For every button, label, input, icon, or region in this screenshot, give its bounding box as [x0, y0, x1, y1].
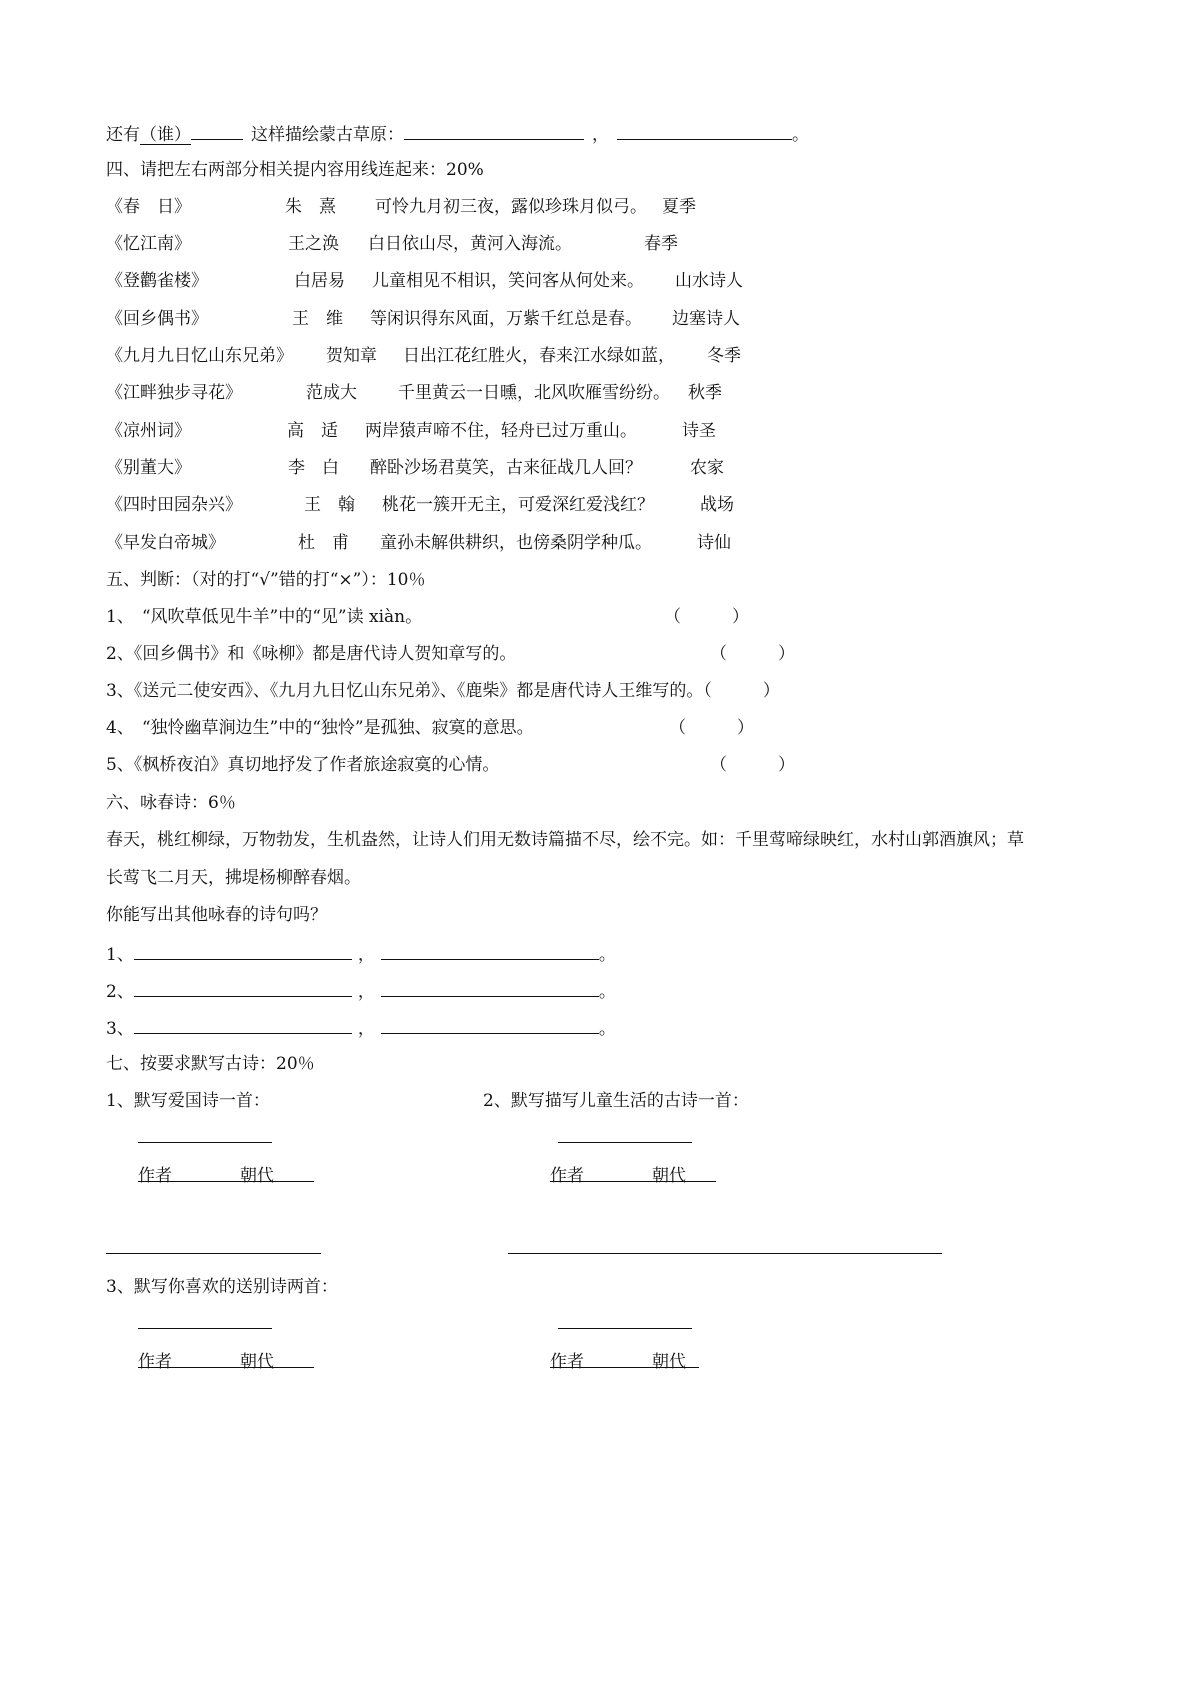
blank-period: 。 [598, 945, 616, 965]
intro-who: （谁） [140, 125, 191, 145]
match-poem[interactable]: 《登鹳雀楼》 [106, 271, 208, 291]
blank-period: 。 [598, 1019, 616, 1039]
q2-author-dynasty-blank[interactable] [550, 1181, 716, 1182]
judge-text: 《回乡偶书》和《咏柳》都是唐代诗人贺知章写的。 [133, 644, 517, 664]
match-author[interactable]: 王 翰 [304, 495, 355, 515]
match-term[interactable]: 农家 [690, 458, 724, 478]
match-line[interactable]: 桃花一簇开无主，可爱深红爱浅红？ [382, 495, 654, 515]
spring-blank-a[interactable] [134, 1015, 352, 1034]
section6-question: 你能写出其他咏春的诗句吗？ [106, 905, 327, 925]
match-line[interactable]: 儿童相见不相识，笑问客从何处来。 [372, 271, 644, 291]
judge-item-1 [106, 606, 422, 628]
intro-answer-blank-2[interactable] [617, 121, 792, 140]
match-author[interactable]: 王之涣 [288, 234, 339, 254]
judge-num: 4、 [106, 718, 134, 738]
intro-middle: 这样描绘蒙古草原： [251, 125, 404, 145]
match-row [106, 196, 191, 218]
match-author[interactable]: 朱 熹 [285, 197, 336, 217]
section7-q2: 2、默写描写儿童生活的古诗一首： [483, 1091, 749, 1111]
match-author[interactable]: 贺知章 [326, 346, 377, 366]
q2-poem-blank[interactable] [508, 1253, 942, 1254]
section6-para2: 长莺飞二月天，拂堤杨柳醉春烟。 [106, 868, 361, 888]
q3-author-dynasty-blank-1[interactable] [138, 1367, 314, 1368]
match-term[interactable]: 冬季 [707, 346, 741, 366]
judge-item-2 [106, 643, 516, 665]
q1-poem-blank[interactable] [106, 1253, 321, 1254]
match-line[interactable]: 千里黄云一日曛，北风吹雁雪纷纷。 [398, 383, 670, 403]
match-term[interactable]: 秋季 [688, 383, 722, 403]
match-term[interactable]: 夏季 [662, 197, 696, 217]
judge-text: “独怜幽草涧边生”中的“独怜”是孤独、寂寞的意思。 [141, 718, 534, 738]
q3-author-label-2: 作者 [550, 1352, 584, 1372]
judge-item-3 [106, 680, 780, 702]
q1-title-blank[interactable] [138, 1142, 272, 1143]
spring-blank-row-3 [106, 1015, 616, 1040]
blank-comma: ， [357, 1019, 375, 1039]
q2-dynasty-label: 朝代 [652, 1166, 686, 1186]
section7-q3: 3、默写你喜欢的送别诗两首： [106, 1277, 338, 1297]
q3-author-label-1: 作者 [138, 1352, 172, 1372]
match-term[interactable]: 诗圣 [682, 421, 716, 441]
q2-title-blank[interactable] [558, 1142, 692, 1143]
match-poem[interactable]: 《春 日》 [106, 197, 191, 217]
match-line[interactable]: 日出江花红胜火，春来江水绿如蓝， [403, 346, 675, 366]
intro-line [106, 121, 809, 146]
judge-paren-2[interactable]: （ ） [710, 644, 795, 664]
spring-blank-b[interactable] [381, 941, 599, 960]
section6-para1: 春天，桃红柳绿，万物勃发，生机盎然，让诗人们用无数诗篇描不尽，绘不完。如：千里莺啼绿映红，水村山郭酒旗风；草 [106, 830, 1024, 850]
match-poem[interactable]: 《忆江南》 [106, 234, 191, 254]
judge-paren-3[interactable]: （ ） [703, 681, 780, 701]
q3-dynasty-label-2: 朝代 [652, 1352, 686, 1372]
spring-blank-b[interactable] [381, 978, 599, 997]
judge-num: 1、 [106, 607, 134, 627]
match-line[interactable]: 两岸猿声啼不住，轻舟已过万重山。 [365, 421, 637, 441]
judge-text: 《送元二使安西》、《九月九日忆山东兄弟》、《鹿柴》都是唐代诗人王维写的。 [133, 681, 704, 701]
q1-dynasty-label: 朝代 [240, 1166, 274, 1186]
judge-text: 《枫桥夜泊》真切地抒发了作者旅途寂寞的心情。 [133, 755, 500, 775]
spring-blank-row-1 [106, 941, 616, 966]
match-line[interactable]: 童孙未解供耕织，也傍桑阴学种瓜。 [380, 533, 652, 553]
intro-prefix: 还有 [106, 125, 140, 145]
intro-period: 。 [792, 125, 809, 145]
q1-author-dynasty-blank[interactable] [138, 1181, 314, 1182]
q3-title-blank-1[interactable] [138, 1328, 272, 1329]
judge-item-5 [106, 754, 499, 776]
spring-blank-b[interactable] [381, 1015, 599, 1034]
match-poem[interactable]: 《早发白帝城》 [106, 533, 225, 553]
match-author[interactable]: 杜 甫 [298, 533, 349, 553]
match-author[interactable]: 白居易 [294, 271, 345, 291]
judge-paren-4[interactable]: （ ） [669, 718, 754, 738]
q2-author-label: 作者 [550, 1166, 584, 1186]
judge-paren-1[interactable]: （ ） [664, 607, 749, 627]
match-term[interactable]: 战场 [700, 495, 734, 515]
section4-title: 四、请把左右两部分相关提内容用线连起来：20% [106, 160, 484, 180]
q3-author-dynasty-blank-2[interactable] [550, 1367, 699, 1368]
judge-num: 5、 [106, 755, 134, 775]
spring-blank-a[interactable] [134, 941, 352, 960]
judge-paren-5[interactable]: （ ） [710, 755, 795, 775]
judge-item-4 [106, 717, 534, 739]
match-author[interactable]: 高 适 [287, 421, 338, 441]
section5-title: 五、判断：（对的打“√”错的打“×”）：10％ [106, 570, 426, 590]
judge-text: “风吹草低见牛羊”中的“见”读 xiàn。 [141, 607, 423, 627]
blank-num: 2、 [106, 982, 134, 1002]
section6-title: 六、咏春诗：6％ [106, 793, 236, 813]
match-line[interactable]: 可怜九月初三夜，露似珍珠月似弓。 [375, 197, 647, 217]
match-poem[interactable]: 《回乡偶书》 [106, 309, 208, 329]
blank-num: 1、 [106, 945, 134, 965]
q1-author-label: 作者 [138, 1166, 172, 1186]
q3-dynasty-label-1: 朝代 [240, 1352, 274, 1372]
match-poem[interactable]: 《别董大》 [106, 458, 191, 478]
match-term[interactable]: 春季 [644, 234, 678, 254]
match-poem[interactable]: 《江畔独步寻花》 [106, 383, 242, 403]
match-line[interactable]: 醉卧沙场君莫笑，古来征战几人回？ [370, 458, 642, 478]
section7-q1: 1、默写爱国诗一首： [106, 1091, 270, 1111]
intro-comma: ， [592, 125, 609, 145]
match-term[interactable]: 山水诗人 [675, 271, 743, 291]
judge-num: 3、 [106, 681, 134, 701]
match-poem[interactable]: 《凉州词》 [106, 421, 191, 441]
match-term[interactable]: 边塞诗人 [672, 309, 740, 329]
match-poem[interactable]: 《四时田园杂兴》 [106, 495, 242, 515]
spring-blank-row-2 [106, 978, 616, 1003]
section7-title: 七、按要求默写古诗：20％ [106, 1054, 315, 1074]
match-author[interactable]: 李 白 [288, 458, 339, 478]
intro-answer-blank-1[interactable] [404, 121, 584, 140]
blank-comma: ， [357, 945, 375, 965]
match-author[interactable]: 范成大 [306, 383, 357, 403]
intro-who-blank[interactable] [191, 121, 243, 140]
blank-num: 3、 [106, 1019, 134, 1039]
spring-blank-a[interactable] [134, 978, 352, 997]
match-line[interactable]: 等闲识得东风面，万紫千红总是春。 [370, 309, 642, 329]
match-poem[interactable]: 《九月九日忆山东兄弟》 [106, 346, 293, 366]
match-line[interactable]: 白日依山尽，黄河入海流。 [368, 234, 572, 254]
q3-title-blank-2[interactable] [558, 1328, 692, 1329]
blank-comma: ， [357, 982, 375, 1002]
judge-num: 2、 [106, 644, 134, 664]
match-author[interactable]: 王 维 [292, 309, 343, 329]
blank-period: 。 [598, 982, 616, 1002]
match-term[interactable]: 诗仙 [697, 533, 731, 553]
